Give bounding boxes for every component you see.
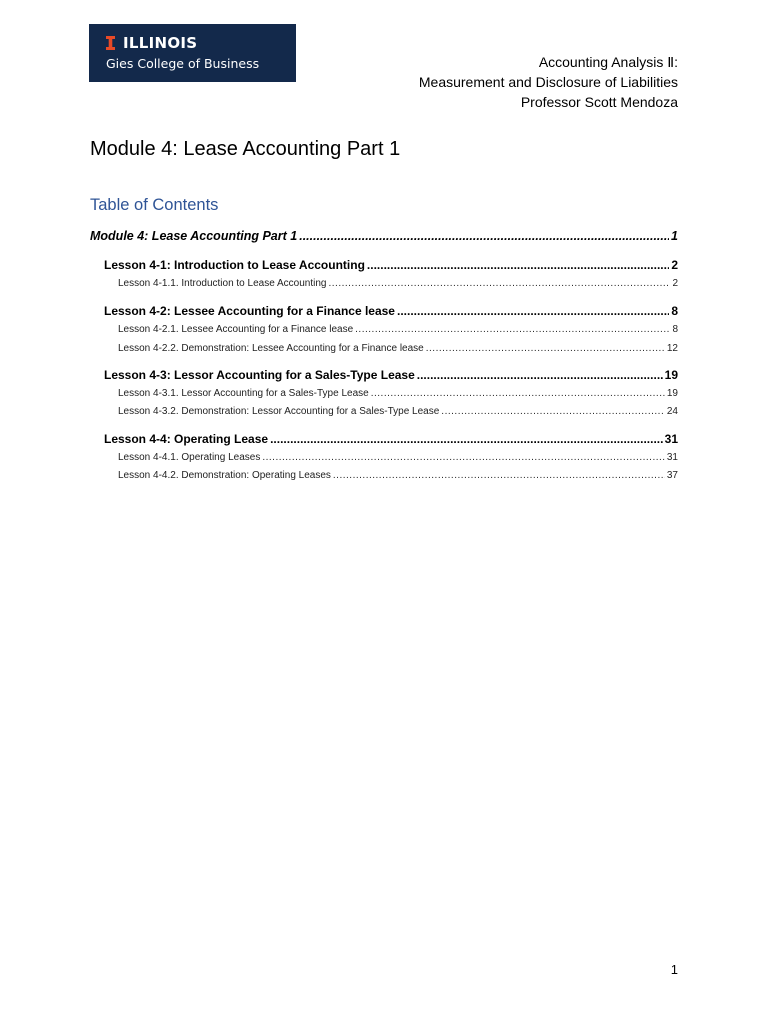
page-title: Module 4: Lease Accounting Part 1 [90,138,401,160]
university-logo [89,24,296,82]
toc-entry-label: Module 4: Lease Accounting Part 1 [90,229,298,243]
toc-entry-page: 2 [671,258,678,272]
toc-module-entry[interactable] [90,229,678,243]
block-i-icon [106,36,115,50]
toc-leader-dots [270,432,663,446]
toc-leader-dots [371,388,665,399]
toc-entry-page: 2 [672,278,678,289]
toc-leader-dots [417,368,663,382]
toc-leader-dots [397,304,669,318]
toc-entry-page: 19 [664,368,678,382]
toc-sublesson-entry[interactable] [118,388,678,399]
toc-entry-page: 31 [664,432,678,446]
toc-sublesson-entry[interactable] [118,324,678,335]
toc-entry-label: Lesson 4-3.2. Demonstration: Lessor Accounting for a Sales-Type Lease [118,406,440,417]
toc-entry-label: Lesson 4-3.1. Lessor Accounting for a Sales-Type Lease [118,388,369,399]
toc-sublesson-entry[interactable] [118,343,678,354]
toc-leader-dots [441,406,665,417]
toc-entry-page: 1 [671,229,678,243]
toc-leader-dots [367,258,669,272]
logo-name: ILLINOIS [123,34,198,52]
toc-entry-label: Lesson 4-4: Operating Lease [104,432,269,446]
course-subtitle: Measurement and Disclosure of Liabilities [418,74,678,90]
toc-entry-page: 31 [666,452,678,463]
toc-leader-dots [333,470,665,481]
toc-sublesson-entry[interactable] [118,278,678,289]
toc-entry-label: Lesson 4-1: Introduction to Lease Accounting [104,258,365,272]
toc-entry-page: 8 [671,304,678,318]
toc-lesson-entry[interactable] [104,258,678,272]
toc-sublesson-entry[interactable] [118,406,678,417]
professor-name: Professor Scott Mendoza [520,94,678,110]
toc-sublesson-entry[interactable] [118,452,678,463]
toc-entry-label: Lesson 4-4.2. Demonstration: Operating Leases [118,470,331,481]
toc-leader-dots [426,343,665,354]
toc-entry-page: 8 [672,324,678,335]
toc-entry-page: 37 [666,470,678,481]
toc-lesson-entry[interactable] [104,304,678,318]
logo-college: Gies College of Business [106,56,260,71]
toc-entry-label: Lesson 4-2.1. Lessee Accounting for a Finance lease [118,324,354,335]
toc-heading: Table of Contents [90,196,219,214]
toc-entry-label: Lesson 4-3: Lessor Accounting for a Sales-Type Lease [104,368,415,382]
toc-entry-label: Lesson 4-4.1. Operating Leases [118,452,261,463]
toc-leader-dots [299,229,669,243]
toc-entry-page: 19 [666,388,678,399]
toc-entry-label: Lesson 4-2.2. Demonstration: Lessee Accounting for a Finance lease [118,343,424,354]
course-title: Accounting Analysis Ⅱ: [538,54,678,70]
toc-lesson-entry[interactable] [104,432,678,446]
toc-entry-label: Lesson 4-1.1. Introduction to Lease Accounting [118,278,327,289]
page-number: 1 [670,962,678,977]
toc-leader-dots [328,278,670,289]
toc-entry-page: 12 [666,343,678,354]
toc-sublesson-entry[interactable] [118,470,678,481]
toc-entry-page: 24 [666,406,678,417]
toc-entry-label: Lesson 4-2: Lessee Accounting for a Finance lease [104,304,395,318]
toc-leader-dots [355,324,670,335]
toc-lesson-entry[interactable] [104,368,678,382]
course-header [419,52,678,112]
toc-leader-dots [262,452,665,463]
